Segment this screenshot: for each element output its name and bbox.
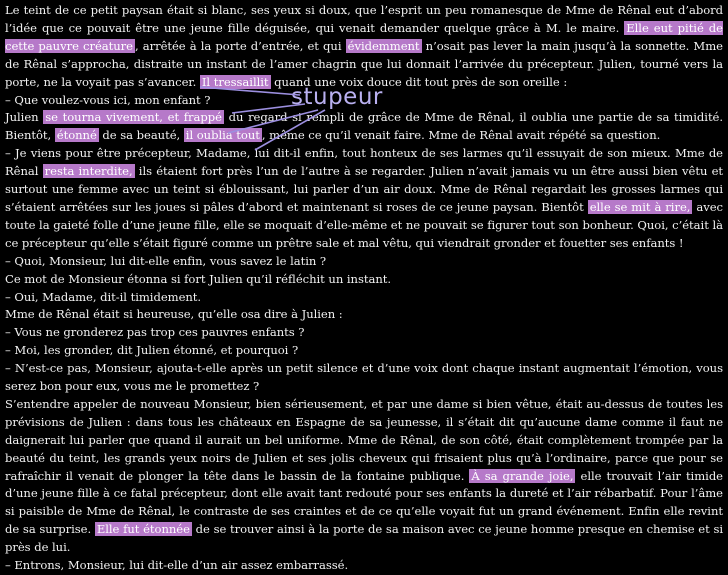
text-run: de se trouver ainsi à la porte de sa maison avec ce jeune homme presque en chemise et si près de lui.	[5, 522, 724, 555]
paragraph	[5, 253, 723, 271]
text-run: avec toute la gaieté folle d’une jeune fille, elle se moquait d’elle-même et ne pouvait se figurer tout son bonheur. Quoi, c’était là ce précepteur qu’elle s’était figuré comme un prêtre sale et mal vêtu, qui viendrait gronder et fouetter ses enfants !	[5, 199, 723, 250]
paragraph	[5, 109, 723, 145]
paragraph	[5, 289, 723, 307]
text-run: Le teint de ce petit paysan était si blanc, ses yeux si doux, que l’esprit un peu romanesque de Mme de Rênal eut d’abord l’idée que ce pouvait être une jeune fille déguisée, qui venait demander quelque grâce à M. le maire.	[5, 3, 723, 35]
paragraph	[5, 2, 723, 92]
paragraph	[5, 324, 723, 342]
text-run: – Quoi, Monsieur, lui dit-elle enfin, vous savez le latin ?	[5, 253, 327, 268]
highlighted-phrase: évidemment	[347, 38, 420, 53]
text-run: ils étaient fort près l’un de l’autre à se regarder. Julien n’avait jamais vu un être aussi bien vêtu et surtout une femme avec un teint si éblouissant, lui parler d’un air doux. Mme de Rênal regardait les grosses larmes qui s’étaient arrêtées sur les joues si pâles d’abord et maintenant si roses de ce jeune paysan. Bientôt	[5, 164, 723, 214]
highlighted-phrase: se tourna vivement, et frappé	[45, 110, 222, 125]
text-run: – Moi, les gronder, dit Julien étonné, et pourquoi ?	[5, 343, 299, 358]
text-run: Ce mot de Monsieur étonna si fort Julien qu’il réfléchit un instant.	[5, 271, 391, 286]
paragraph	[5, 396, 723, 557]
text-run: , même ce qu’il venait faire. Mme de Rênal avait répété sa question.	[261, 128, 661, 143]
text-run: du regard si rempli de grâce de Mme de Rênal, il oublia une partie de sa timidité. Bientôt,	[5, 110, 723, 143]
paragraph	[5, 342, 723, 360]
text-run: – Oui, Madame, dit-il timidement.	[5, 289, 202, 304]
text-run: – Je viens pour être précepteur, Madame, lui dit-il enfin, tout honteux de ses larmes qu’il essuyait de son mieux. Mme de Rênal	[5, 146, 723, 179]
text-run: – Entrons, Monsieur, lui dit-elle d’un air assez embarrassé.	[5, 558, 349, 573]
highlighted-phrase: étonné	[56, 128, 97, 143]
text-run: de sa beauté,	[98, 128, 184, 143]
paragraph	[5, 271, 723, 289]
text-run: S’entendre appeler de nouveau Monsieur, bien sérieusement, et par une dame si bien vêtue, était au-dessus de toutes les prévisions de Julien : dans tous les châteaux en Espagne de sa jeunesse, il s’était dit qu’aucune dame comme il faut ne daignerait lui parler que quand il aurait un bel uniforme. Mme de Rênal, de son côté, était complètement trompée par la beauté du teint, les grands yeux noirs de Julien et ses jolis cheveux qui frisaient plus qu’à l’ordinaire, parce que pour se rafraîchir il venait de plonger la tête dans le bassin de la fontaine publique.	[5, 396, 723, 483]
highlighted-phrase: elle se mit à rire,	[589, 199, 691, 214]
text-run: , arrêtée à la porte d’entrée, et qui	[134, 38, 346, 53]
paragraph	[5, 557, 723, 575]
text-run: quand une voix douce dit tout près de son oreille :	[270, 74, 568, 89]
highlighted-phrase: À sa grande joie,	[471, 468, 574, 483]
paragraph	[5, 306, 723, 324]
paragraph	[5, 145, 723, 252]
highlighted-phrase: il oublia tout	[185, 128, 260, 143]
highlighted-phrase: Il tressaillit	[201, 74, 269, 89]
highlighted-phrase: resta interdite,	[44, 164, 133, 179]
text-run: elle trouvait l’air timide d’une jeune fille à ce fatal précepteur, dont elle avait tant redouté pour ses enfants la dureté et l’air rébarbatif. Pour l’âme si paisible de Mme de Rênal, le contraste de ses craintes et de ce qu’elle voyait fut un grand événement. Enfin elle revint de sa surprise.	[5, 468, 723, 537]
text-run: – N’est-ce pas, Monsieur, ajouta-t-elle après un petit silence et d’une voix dont chaque instant augmentait l’émotion, vous serez bon pour eux, vous me le promettez ?	[5, 361, 723, 394]
text-run: Julien	[5, 110, 44, 125]
paragraph	[5, 360, 723, 396]
text-run: – Vous ne gronderez pas trop ces pauvres enfants ?	[5, 325, 305, 340]
text-run: Mme de Rênal était si heureuse, qu’elle osa dire à Julien :	[5, 307, 343, 322]
text-run: – Que voulez-vous ici, mon enfant ?	[5, 92, 211, 107]
text-run: n’osait pas lever la main jusqu’à la sonnette. Mme de Rênal s’approcha, distraite un instant de l’amer chagrin que lui donnait l’arrivée du précepteur. Julien, tourné vers la porte, ne la voyait pas s’avancer.	[5, 38, 723, 89]
stupeur-annotation-label: stupeur	[291, 84, 383, 110]
highlighted-phrase: Elle fut étonnée	[96, 522, 190, 537]
highlighted-phrase: Elle eut pitié de cette pauvre créature	[5, 20, 723, 53]
